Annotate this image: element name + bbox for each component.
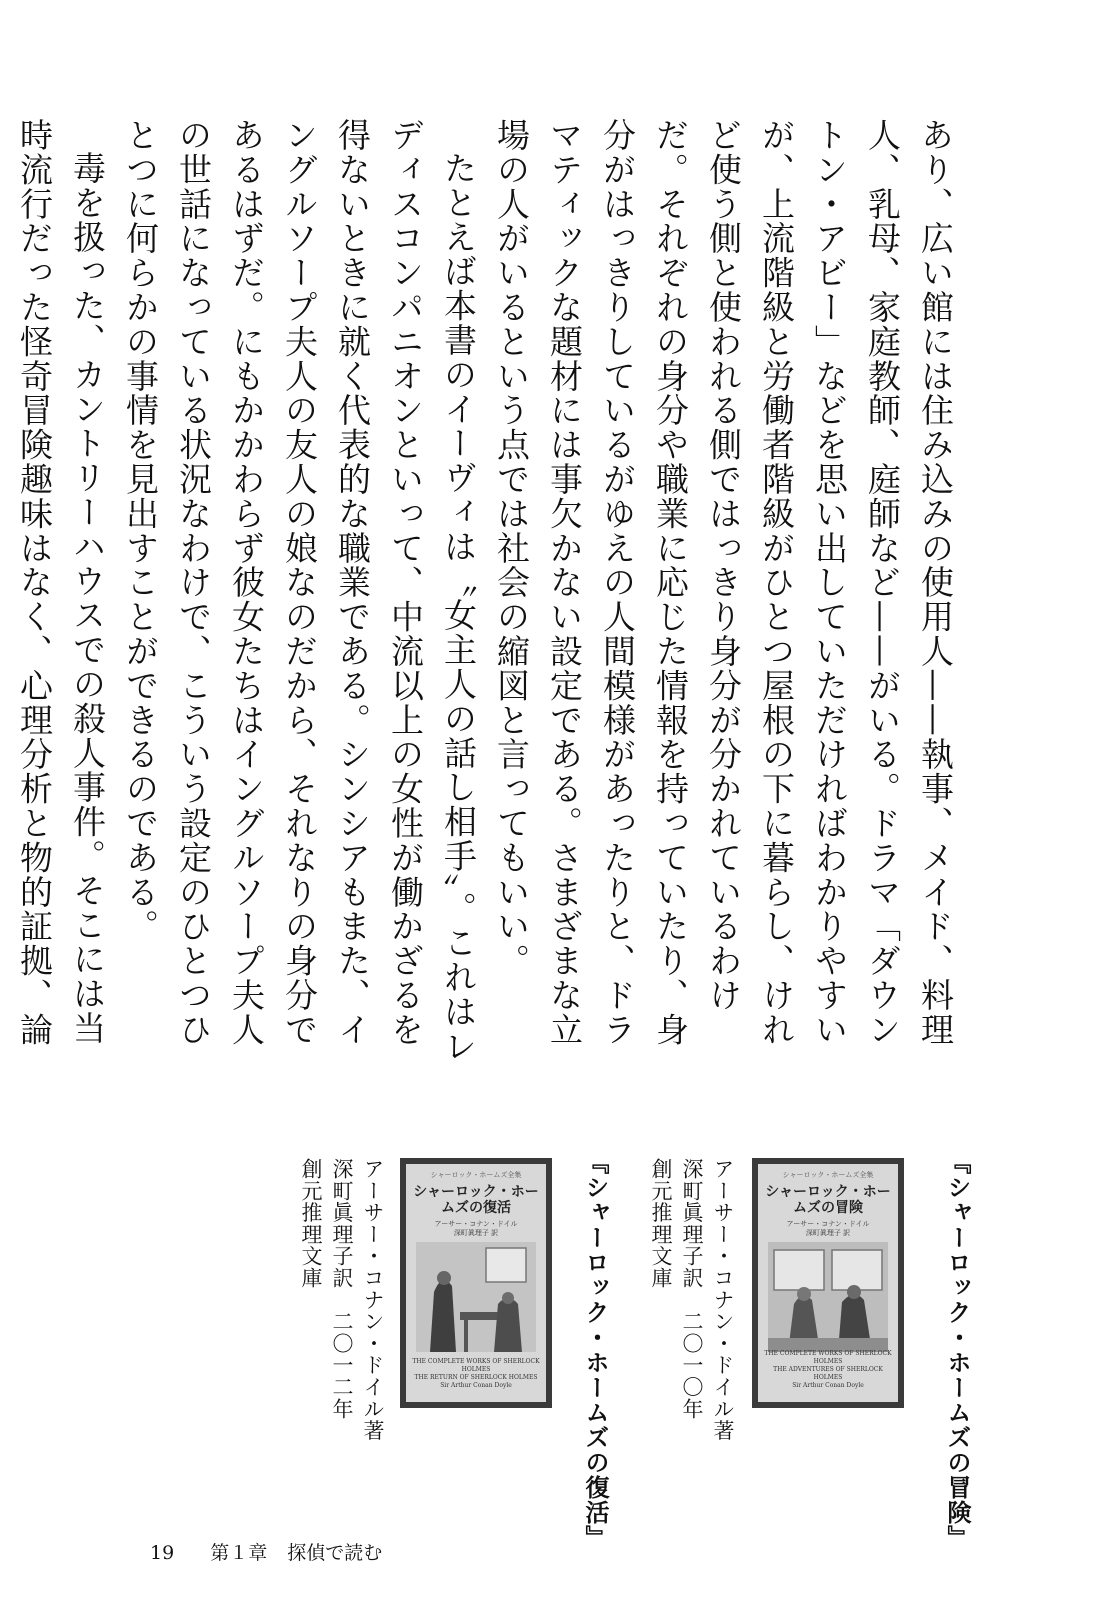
cover-en-line-1: THE COMPLETE WORKS OF SHERLOCK HOLMES bbox=[412, 1358, 540, 1373]
cover-en-line-3: Sir Arthur Conan Doyle bbox=[440, 1382, 512, 1389]
book-reference-adventures bbox=[649, 1150, 972, 1550]
paragraph-3 bbox=[0, 118, 114, 1078]
cover-en-line-2: THE RETURN OF SHERLOCK HOLMES bbox=[414, 1374, 538, 1381]
cover-author bbox=[406, 1220, 546, 1238]
page-number: 19 bbox=[150, 1542, 175, 1564]
cover-english-title bbox=[758, 1350, 898, 1390]
book-info: アーサー・コナン・ドイル著 深町眞理子訳 二〇一二年 創元推理文庫 bbox=[299, 1158, 385, 1464]
book-info: アーサー・コナン・ドイル著 深町眞理子訳 二〇一〇年 創元推理文庫 bbox=[649, 1158, 735, 1464]
cover-author-name: アーサー・コナン・ドイル bbox=[786, 1220, 870, 1228]
cover-title: シャーロック・ホームズの冒険 bbox=[765, 1184, 891, 1216]
book-title: 『シャーロック・ホームズの復活』 bbox=[581, 1150, 609, 1550]
cover-translator: 深町眞理子 訳 bbox=[805, 1229, 851, 1237]
paragraph-2: たとえば本書のイーヴィは〝女主人の話し相手〟。これはレディスコンパニオンといって、中流以上の女性が働かざるを得ないときに就く代表的な職業である。シンシアもまた、イングルソープ夫人の友人の娘なのだから、それなりの身分であるはずだ。にもかかわらず彼女たちはイングルソープ夫人の世話になっている状況なわけで、こういう設定のひとつひとつに何らかの事情を見出すことができるのである。 bbox=[121, 118, 478, 1064]
paragraph-1: あり、広い館には住み込みの使用人——執事、メイド、料理人、乳母、家庭教師、庭師など——がいる。ドラマ「ダウントン・アビー」などを思い出していただければわかりやすいが、上流階級と労働者階級がひとつ屋根の下に暮らし、けれど使う側と使われる側ではっきり身分が分かれているわけだ。それぞれの身分や職業に応じた情報を持っていたり、身分がはっきりしているがゆえの人間模様があったりと、ドラマティックな題材には事欠かない設定である。さまざまな立場の人がいるという点では社会の縮図と言ってもいい。 bbox=[492, 118, 955, 1047]
chapter-title: 探偵で読む bbox=[287, 1542, 383, 1564]
paragraph-3-part-1: 毒を扱った、カントリーハウスでの殺人事件。そこには当時流行だった怪奇冒険趣味はなく、心理分析と物的証拠、論 bbox=[15, 118, 107, 1047]
book-cover-image bbox=[400, 1158, 552, 1408]
cover-series: シャーロック・ホームズ全集 bbox=[782, 1171, 874, 1179]
book-title: 『シャーロック・ホームズの冒険』 bbox=[943, 1150, 971, 1550]
book-reference-return bbox=[299, 1150, 620, 1550]
cover-en-line-3: Sir Arthur Conan Doyle bbox=[792, 1382, 864, 1389]
cover-translator: 深町眞理子 訳 bbox=[453, 1229, 499, 1237]
cover-illustration bbox=[416, 1242, 536, 1352]
cover-series: シャーロック・ホームズ全集 bbox=[430, 1171, 522, 1179]
cover-inner bbox=[758, 1164, 898, 1402]
cover-title: シャーロック・ホームズの復活 bbox=[413, 1184, 539, 1216]
cover-author bbox=[758, 1220, 898, 1238]
cover-author-name: アーサー・コナン・ドイル bbox=[434, 1220, 518, 1228]
cover-inner bbox=[406, 1164, 546, 1402]
cover-english-title bbox=[406, 1358, 546, 1390]
book-cover-image bbox=[752, 1158, 904, 1408]
cover-en-line-1: THE COMPLETE WORKS OF SHERLOCK HOLMES bbox=[764, 1350, 892, 1365]
cover-en-line-2: THE ADVENTURES OF SHERLOCK HOLMES bbox=[773, 1366, 883, 1381]
page-footer bbox=[150, 1538, 382, 1565]
cover-illustration bbox=[768, 1242, 888, 1352]
chapter-number: 第１章 bbox=[210, 1542, 268, 1564]
body-text bbox=[15, 118, 962, 1078]
